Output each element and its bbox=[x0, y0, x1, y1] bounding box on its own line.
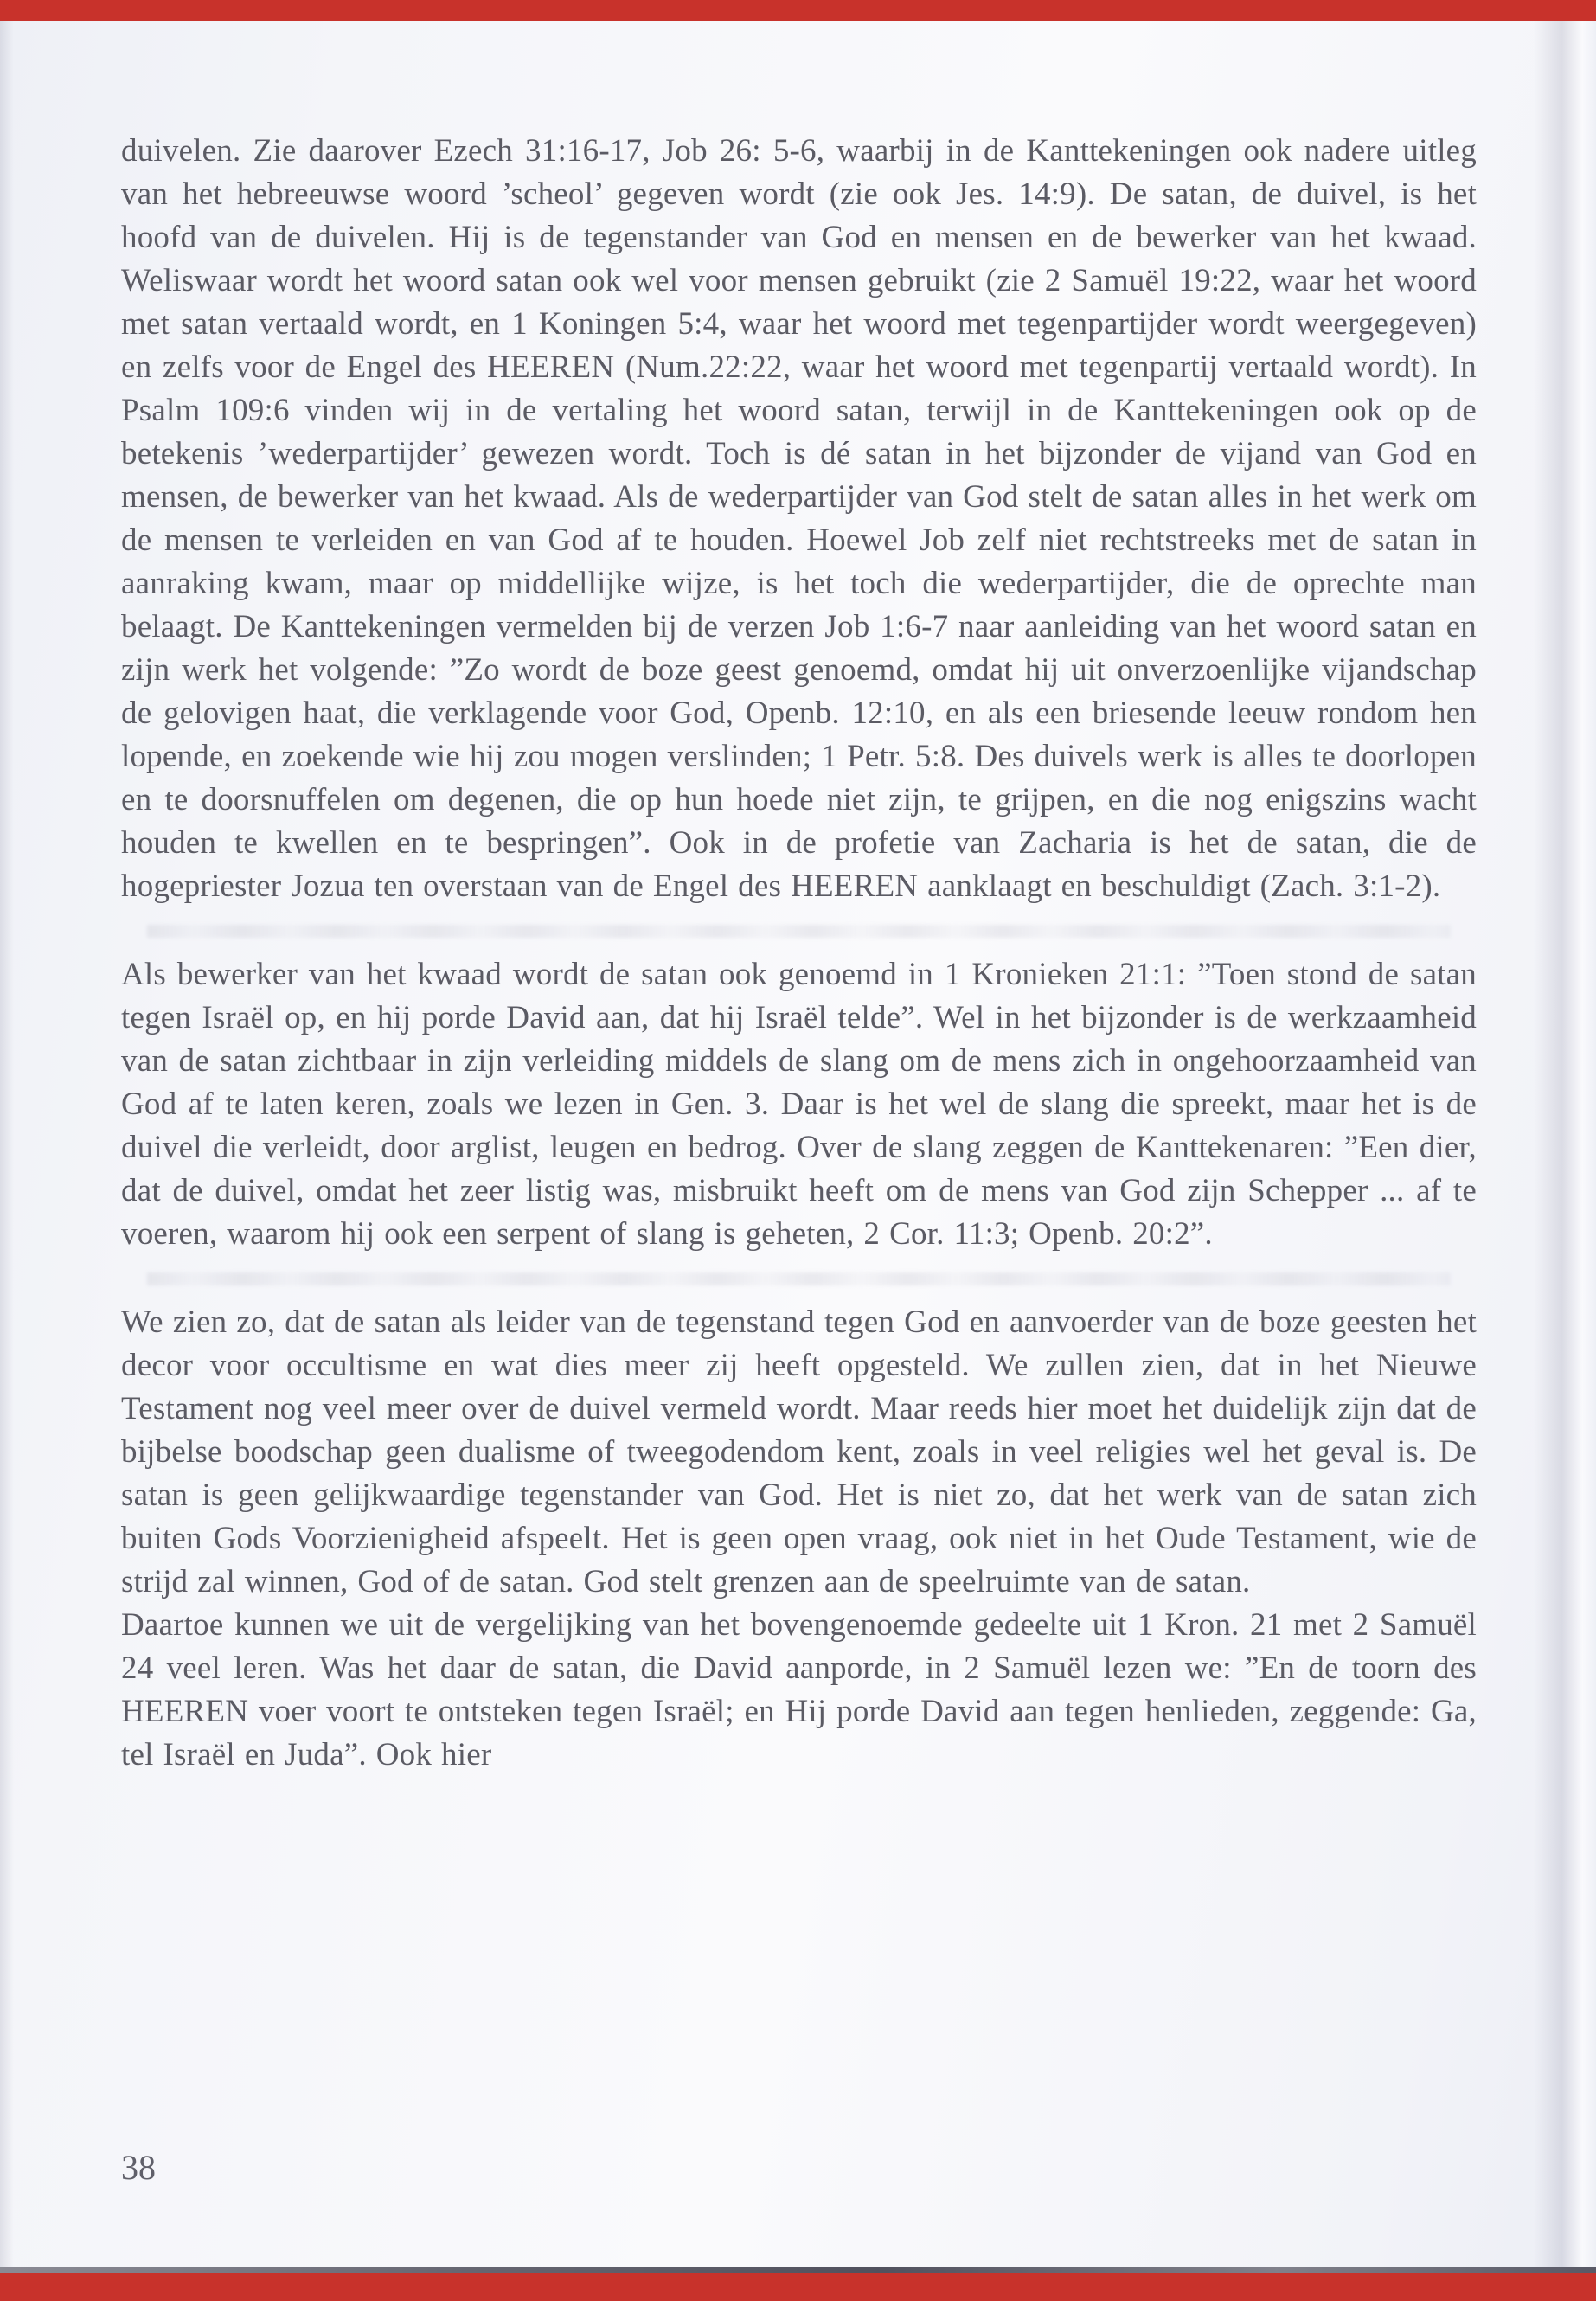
body-paragraph-3: We zien zo, dat de satan als leider van de tegenstand tegen God en aanvoerder van de boze geesten het decor voor occultisme en wat dies meer zij heeft opgesteld. We zullen zien, dat in het Nieuwe Testament nog veel meer over de duivel vermeld wordt. Maar reeds hier moet het duidelijk zijn dat de bijbelse boodschap geen dualisme of tweegodendom kent, zoals in veel religies wel het geval is. De satan is geen gelijkwaardige tegenstander van God. Het is niet zo, dat het werk van de satan zich buiten Gods Voorzienigheid afspeelt. Het is geen open vraag, ook niet in het Oude Testament, wie de strijd zal winnen, God of de satan. God stelt grenzen aan de speelruimte van de satan. bbox=[121, 1304, 1477, 1599]
body-paragraph-1: duivelen. Zie daarover Ezech 31:16-17, Job 26: 5-6, waarbij in de Kanttekeningen ook nadere uitleg van het hebreeuwse woord ’scheol’ gegeven wordt (zie ook Jes. 14:9). De satan, de duivel, is het hoofd van de duivelen. Hij is de tegenstander van God en mensen en de bewerker van het kwaad. Weliswaar wordt het woord satan ook wel voor mensen gebruikt (zie 2 Samuël 19:22, waar het woord met satan vertaald wordt, en 1 Koningen 5:4, waar het woord met tegenpartijder wordt weergegeven) en zelfs voor de Engel des HEEREN (Num.22:22, waar het woord met tegenpartij vertaald wordt). In Psalm 109:6 vinden wij in de vertaling het woord satan, terwijl in de Kanttekeningen ook op de betekenis ’wederpartijder’ gewezen wordt. Toch is dé satan in het bijzonder de vijand van God en mensen, de bewerker van het kwaad. Als de wederpartijder van God stelt de satan alles in het werk om de mensen te verleiden en van God af te houden. Hoewel Job zelf niet rechtstreeks met de satan in aanraking kwam, maar op middellijke wijze, is het toch die wederpartijder, die de oprechte man belaagt. De Kanttekeningen vermelden bij de verzen Job 1:6-7 naar aanleiding van het woord satan en zijn werk het volgende: ”Zo wordt de boze geest genoemd, omdat hij uit onverzoenlijke vijandschap de gelovigen haat, die verklagende voor God, Openb. 12:10, en als een briesende leeuw rondom hen lopende, en zoekende wie hij zou mogen verslinden; 1 Petr. 5:8. Des duivels werk is alles te doorlopen en te doorsnuffelen om degenen, die op hun hoede niet zijn, te grijpen, en die nog enigszins wacht houden te kwellen en te bespringen”. Ook in de profetie van Zacharia is het de satan, die de hogepriester Jozua ten overstaan van de Engel des HEEREN aanklaagt en beschuldigt (Zach. 3:1-2). bbox=[121, 133, 1477, 904]
red-backdrop-top-strip bbox=[0, 0, 1596, 21]
ink-bleedthrough-smudge bbox=[147, 1272, 1451, 1285]
body-paragraph-4: Daartoe kunnen we uit de vergelijking van het bovengenoemde gedeelte uit 1 Kron. 21 met 2 Samuël 24 veel leren. Was het daar de satan, die David aanporde, in 2 Samuël lezen we: ”En de toorn des HEEREN voer voort te ontsteken tegen Israël; en Hij porde David aan tegen henlieden, zeggende: Ga, tel Israël en Juda”. Ook hier bbox=[121, 1607, 1477, 1772]
page-bottom-edge-line bbox=[0, 2267, 1596, 2273]
body-paragraph-2: Als bewerker van het kwaad wordt de satan ook genoemd in 1 Kronieken 21:1: ”Toen stond de satan tegen Israël op, en hij porde David aan, dat hij Israël telde”. Wel in het bijzonder is de werkzaamheid van de satan zichtbaar in zijn verleiding middels de slang om de mens zich in ongehoorzaamheid van God af te laten keren, zoals we lezen in Gen. 3. Daar is het wel de slang die spreekt, maar het is de duivel die verleidt, door arglist, leugen en bedrog. Over de slang zeggen de Kanttekenaren: ”Een dier, dat de duivel, omdat het zeer listig was, misbruikt heeft om de mens van God zijn Schepper ... af te voeren, waarom hij ook een serpent of slang is geheten, 2 Cor. 11:3; Openb. 20:2”. bbox=[121, 957, 1477, 1252]
red-backdrop-bottom-strip bbox=[0, 2273, 1596, 2301]
page-left-edge-shadow bbox=[0, 21, 14, 2267]
page-right-edge-shadow bbox=[1534, 21, 1596, 2267]
paragraph-gap bbox=[121, 908, 1477, 953]
ink-bleedthrough-smudge bbox=[147, 925, 1451, 938]
page-number: 38 bbox=[121, 2148, 156, 2187]
paragraph-gap bbox=[121, 1256, 1477, 1301]
body-text-column bbox=[121, 130, 1477, 1777]
